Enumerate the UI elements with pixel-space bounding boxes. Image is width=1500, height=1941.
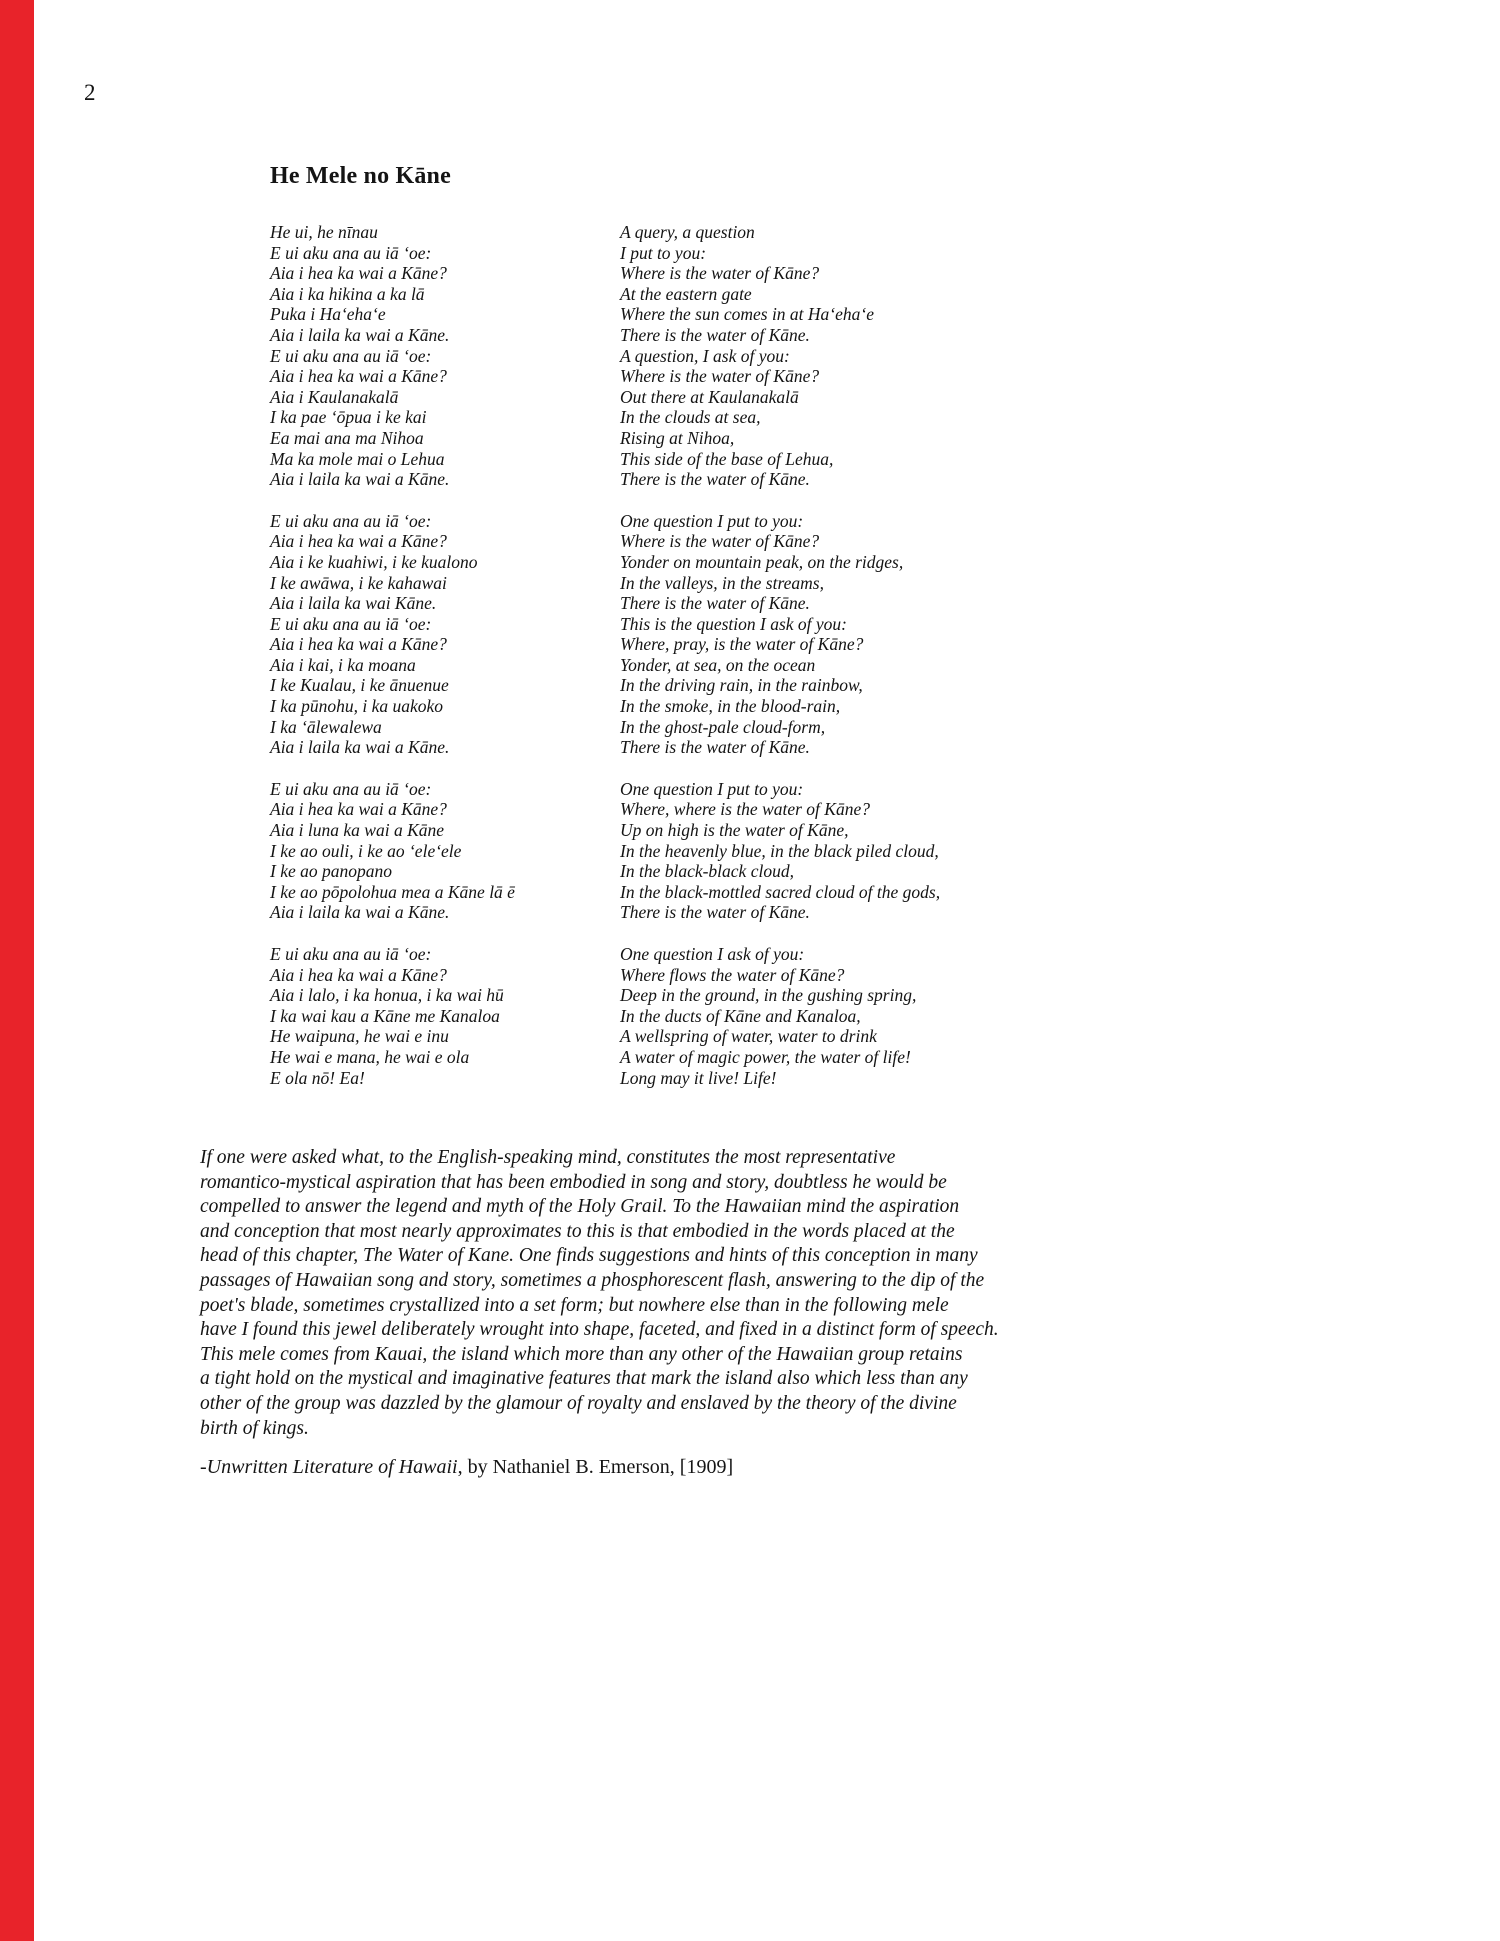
poem-line-english: A water of magic power, the water of life! — [620, 1046, 911, 1067]
stanza — [270, 779, 940, 923]
poem-line-english: There is the water of Kāne. — [620, 469, 810, 490]
poem-line-hawaiian: Aia i hea ka wai a Kāne? — [270, 366, 447, 387]
poem-line-hawaiian: Aia i hea ka wai a Kāne? — [270, 799, 447, 820]
poem-line-hawaiian: Aia i lalo, i ka honua, i ka wai hū — [270, 985, 504, 1006]
poem-line-hawaiian: Aia i laila ka wai Kāne. — [270, 593, 437, 614]
poem-line-english: One question I put to you: — [620, 510, 804, 531]
poem-line-hawaiian: I ka wai kau a Kāne me Kanaloa — [270, 1005, 500, 1026]
commentary-line: and conception that most nearly approximates to this is that embodied in the words placed at the — [200, 1220, 955, 1242]
poem-line-hawaiian: I ke ao ouli, i ke ao ʻeleʻele — [270, 840, 462, 861]
poem-line-hawaiian: E ola nō! Ea! — [270, 1067, 365, 1088]
attribution — [200, 1456, 733, 1479]
stanza-hawaiian-column — [270, 511, 620, 758]
poem-line-hawaiian: Aia i ka hikina a ka lā — [270, 283, 425, 304]
commentary-line: birth of kings. — [200, 1417, 309, 1439]
poem-line-english: A wellspring of water, water to drink — [620, 1026, 877, 1047]
left-accent-bar — [0, 0, 34, 1941]
poem-section — [270, 163, 940, 1109]
poem-line-hawaiian: E ui aku ana au iā ʻoe: — [270, 778, 432, 799]
poem-line-hawaiian: He wai e mana, he wai e ola — [270, 1046, 470, 1067]
commentary-line: If one were asked what, to the English-speaking mind, constitutes the most representative — [200, 1147, 896, 1168]
poem-line-english: Where is the water of Kāne? — [620, 263, 820, 284]
poem-line-english: Deep in the ground, in the gushing spring, — [620, 985, 917, 1006]
poem-line-hawaiian: I ka pūnohu, i ka uakoko — [270, 696, 444, 717]
poem-line-english: There is the water of Kāne. — [620, 902, 810, 923]
stanza-hawaiian-column — [270, 944, 620, 1088]
poem-line-english: In the valleys, in the streams, — [620, 572, 824, 593]
commentary-line: This mele comes from Kauai, the island which more than any other of the Hawaiian group retains — [200, 1343, 963, 1365]
stanza-english-column — [620, 779, 940, 923]
poem-line-hawaiian: E ui aku ana au iā ʻoe: — [270, 613, 432, 634]
poem-line-english: In the driving rain, in the rainbow, — [620, 675, 863, 696]
poem-line-english: In the ghost-pale cloud-form, — [620, 716, 826, 737]
poem-line-hawaiian: Ea mai ana ma Nihoa — [270, 427, 424, 448]
poem-line-hawaiian: Aia i luna ka wai a Kāne — [270, 820, 445, 841]
commentary-line: other of the group was dazzled by the glamour of royalty and enslaved by the theory of the divine — [200, 1392, 957, 1414]
commentary — [200, 1146, 1100, 1441]
poem-line-english: A query, a question — [620, 222, 755, 242]
stanza-hawaiian-column — [270, 222, 620, 490]
poem-line-hawaiian: Aia i hea ka wai a Kāne? — [270, 964, 447, 985]
poem-line-english: Where is the water of Kāne? — [620, 366, 820, 387]
poem-line-english: This side of the base of Lehua, — [620, 448, 834, 469]
poem-line-english: In the ducts of Kāne and Kanaloa, — [620, 1005, 861, 1026]
commentary-line: have I found this jewel deliberately wrought into shape, faceted, and fixed in a distinct form of speech. — [200, 1319, 999, 1341]
stanza-english-column — [620, 944, 916, 1088]
poem-line-hawaiian: Aia i laila ka wai a Kāne. — [270, 469, 450, 490]
poem-line-hawaiian: I ka pae ʻōpua i ke kai — [270, 407, 427, 428]
poem-line-english: Where flows the water of Kāne? — [620, 964, 845, 985]
poem-line-english: Out there at Kaulanakalā — [620, 386, 799, 407]
poem-line-hawaiian: Aia i kai, i ka moana — [270, 654, 416, 675]
poem-line-hawaiian: Aia i laila ka wai a Kāne. — [270, 902, 450, 923]
poem-line-hawaiian: Aia i hea ka wai a Kāne? — [270, 263, 447, 284]
poem-line-english: Where, where is the water of Kāne? — [620, 799, 870, 820]
poem-line-hawaiian: I ka ʻālewalewa — [270, 716, 382, 737]
poem-line-hawaiian: E ui aku ana au iā ʻoe: — [270, 242, 432, 263]
poem-line-english: Where is the water of Kāne? — [620, 531, 820, 552]
poem-line-english: I put to you: — [620, 242, 707, 263]
stanza — [270, 511, 940, 758]
poem-line-hawaiian: Puka i Haʻehaʻe — [270, 304, 386, 325]
poem-line-english: Where the sun comes in at Haʻehaʻe — [620, 304, 874, 325]
commentary-line: poet's blade, sometimes crystallized into a set form; but nowhere else than in the following mele — [200, 1294, 949, 1316]
poem-line-english: Where, pray, is the water of Kāne? — [620, 634, 864, 655]
poem-line-english: This is the question I ask of you: — [620, 613, 847, 634]
commentary-line: passages of Hawaiian song and story, sometimes a phosphorescent flash, answering to the dip of the — [200, 1269, 985, 1291]
poem-line-english: In the heavenly blue, in the black piled cloud, — [620, 840, 939, 861]
poem-line-hawaiian: Aia i Kaulanakalā — [270, 386, 399, 407]
attribution-detail: , by Nathaniel B. Emerson, [1909] — [457, 1456, 734, 1478]
poem-line-hawaiian: E ui aku ana au iā ʻoe: — [270, 510, 432, 531]
poem-line-english: A question, I ask of you: — [620, 345, 790, 366]
poem-line-hawaiian: Ma ka mole mai o Lehua — [270, 448, 445, 469]
stanza-english-column — [620, 222, 874, 490]
poem-title: He Mele no Kāne — [270, 163, 451, 189]
poem-line-english: In the black-mottled sacred cloud of the gods, — [620, 881, 941, 902]
poem-line-hawaiian: E ui aku ana au iā ʻoe: — [270, 944, 432, 964]
commentary-line: a tight hold on the mystical and imaginative features that mark the island also which less than any — [200, 1368, 968, 1390]
poem-line-hawaiian: Aia i laila ka wai a Kāne. — [270, 737, 450, 758]
stanza — [270, 222, 940, 490]
poem-line-english: Up on high is the water of Kāne, — [620, 820, 849, 841]
stanza-hawaiian-column — [270, 779, 620, 923]
poem-line-hawaiian: Aia i hea ka wai a Kāne? — [270, 531, 447, 552]
poem-line-hawaiian: Aia i ke kuahiwi, i ke kualono — [270, 551, 478, 572]
poem-line-english: There is the water of Kāne. — [620, 324, 810, 345]
poem-line-english: Yonder on mountain peak, on the ridges, — [620, 551, 904, 572]
poem-line-english: Yonder, at sea, on the ocean — [620, 654, 816, 675]
poem-line-english: In the black-black cloud, — [620, 861, 794, 882]
poem-line-english: At the eastern gate — [620, 283, 752, 304]
page-number: 2 — [84, 80, 96, 105]
commentary-line: romantico-mystical aspiration that has been embodied in song and story, doubtless he would be — [200, 1171, 947, 1193]
poem-line-hawaiian: E ui aku ana au iā ʻoe: — [270, 345, 432, 366]
poem-line-english: One question I ask of you: — [620, 944, 805, 964]
poem-line-english: There is the water of Kāne. — [620, 737, 810, 758]
poem-line-english: In the clouds at sea, — [620, 407, 761, 428]
stanza — [270, 944, 940, 1088]
poem-line-hawaiian: He ui, he nīnau — [270, 222, 378, 242]
poem-line-english: Rising at Nihoa, — [620, 427, 735, 448]
poem-line-english: There is the water of Kāne. — [620, 593, 810, 614]
poem-line-hawaiian: I ke Kualau, i ke ānuenue — [270, 675, 449, 696]
poem-line-english: Long may it live! Life! — [620, 1067, 777, 1088]
poem-line-english: One question I put to you: — [620, 778, 804, 799]
poem-line-hawaiian: Aia i hea ka wai a Kāne? — [270, 634, 447, 655]
poem — [270, 222, 940, 1088]
poem-line-hawaiian: I ke ao pōpolohua mea a Kāne lā ē — [270, 881, 515, 902]
attribution-source: -Unwritten Literature of Hawaii — [200, 1456, 458, 1478]
poem-line-hawaiian: I ke awāwa, i ke kahawai — [270, 572, 447, 593]
poem-line-hawaiian: Aia i laila ka wai a Kāne. — [270, 324, 450, 345]
poem-line-hawaiian: He waipuna, he wai e inu — [270, 1026, 449, 1047]
commentary-line: compelled to answer the legend and myth of the Holy Grail. To the Hawaiian mind the aspiration — [200, 1196, 960, 1218]
poem-line-english: In the smoke, in the blood-rain, — [620, 696, 841, 717]
stanza-english-column — [620, 511, 903, 758]
poem-line-hawaiian: I ke ao panopano — [270, 861, 392, 882]
commentary-line: head of this chapter, The Water of Kane. One finds suggestions and hints of this conception in many — [200, 1245, 978, 1267]
